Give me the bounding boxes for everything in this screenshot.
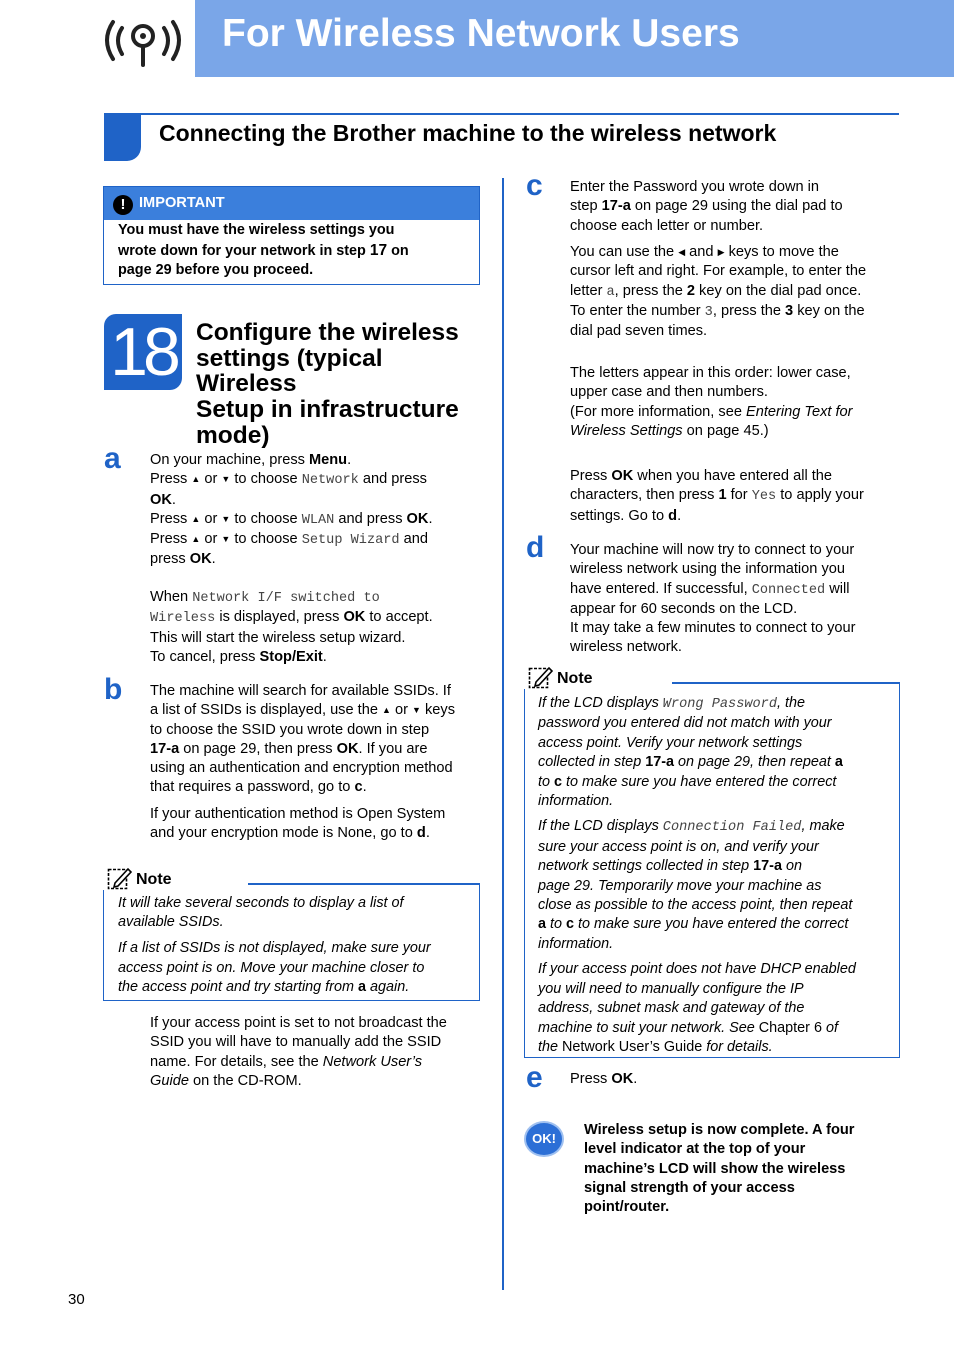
step-c-order-text: The letters appear in this order: lower case, upper case and then numbers. (For more information, see Entering Text for Wireless Settings on page 45.) bbox=[570, 365, 853, 439]
step-letter-e: e bbox=[526, 1061, 543, 1094]
ok-badge-icon: OK! bbox=[524, 1121, 564, 1157]
note-label: Note bbox=[557, 670, 593, 687]
step-letter-a: a bbox=[104, 442, 121, 475]
completion-text: Wireless setup is now complete. A four level indicator at the top of your machine’s LCD will show the wireless signal strength of your access point/router. bbox=[584, 1122, 855, 1216]
important-text: You must have the wireless settings you wrote down for your network in step 17 on page 29 before you proceed. bbox=[118, 222, 409, 279]
up-arrow-icon: ▲ bbox=[191, 534, 201, 545]
step-c-press-ok-text: Press OK when you have entered all the characters, then press 1 for Yes to apply your settings. Go to d. bbox=[570, 468, 864, 524]
note-pencil-icon bbox=[107, 866, 133, 890]
down-arrow-icon: ▼ bbox=[412, 705, 421, 716]
left-arrow-icon: ◀ bbox=[678, 247, 686, 257]
step-a-wizard-text: When Network I/F switched to Wireless is displayed, press OK to accept. This will start the wireless setup wizard. To cancel, press Stop/Exit. bbox=[150, 589, 433, 665]
exclamation-icon: ! bbox=[113, 195, 133, 215]
step-b-open-system-text: If your authentication method is Open System and your encryption mode is None, go to d. bbox=[150, 806, 446, 842]
note-rule-left bbox=[248, 883, 480, 885]
note-text-left: It will take several seconds to display a list of available SSIDs. If a list of SSIDs is not displayed, make sure your access point is on. Move your machine closer to the access point and try starting from a again. bbox=[118, 895, 431, 996]
up-arrow-icon: ▲ bbox=[382, 705, 391, 716]
right-arrow-icon: ▶ bbox=[717, 247, 725, 257]
step-b-text: The machine will search for available SSIDs. If a list of SSIDs is displayed, use the ▲ or ▼ keys to choose the SSID you wrote down in step 17-a on page 29, then press OK. If you are using an authentication and encryption method that requires a password, go to c. bbox=[150, 683, 455, 796]
important-label: IMPORTANT bbox=[139, 195, 225, 211]
step-c-cursor-text: You can use the ◀ and ▶ keys to move the cursor left and right. For example, to enter the letter a, press the 2 key on the dial pad once. To enter the number 3, press the 3 key on the dial pad seven times. bbox=[570, 244, 867, 340]
step-number-badge: 18 bbox=[104, 314, 182, 390]
column-divider bbox=[502, 178, 504, 1290]
important-header bbox=[104, 187, 479, 220]
wireless-logo-icon bbox=[100, 10, 188, 70]
step-e-text: Press OK. bbox=[570, 1071, 638, 1087]
section-rule bbox=[104, 113, 899, 115]
note-pencil-icon bbox=[528, 665, 554, 689]
step-title: Configure the wireless settings (typical Wireless Setup in infrastructure mode) bbox=[196, 319, 459, 449]
step-letter-b: b bbox=[104, 673, 123, 706]
note-text-right: If the LCD displays Wrong Password, the password you entered did not match with your access point. Verify your network settings collected in step 17-a on page 29, then repeat a to c to make sure you have entered the correct information. If the LCD displays Connection Failed, make sure your access point is on, and verify your network settings collected in step 17-a on page 29. Temporarily move your machine as close as possible to the access point, then repeat a to c to make sure you have entered the correct information. If your access point does not have DHCP enabled you will need to manually configure the IP address, subnet mask and gateway of the machine to suit your network. See Chapter 6 of the Network User’s Guide for details. bbox=[538, 695, 856, 1055]
note-label: Note bbox=[136, 871, 172, 888]
down-arrow-icon: ▼ bbox=[221, 474, 231, 485]
up-arrow-icon: ▲ bbox=[191, 474, 201, 485]
down-arrow-icon: ▼ bbox=[221, 534, 231, 545]
page-number: 30 bbox=[68, 1291, 85, 1308]
step-letter-d: d bbox=[526, 531, 545, 564]
step-b-broadcast-text: If your access point is set to not broadcast the SSID you will have to manually add the SSID name. For details, see the Network User’s Guide on the CD-ROM. bbox=[150, 1015, 447, 1089]
step-letter-c: c bbox=[526, 169, 543, 202]
section-title: Connecting the Brother machine to the wireless network bbox=[159, 120, 777, 146]
up-arrow-icon: ▲ bbox=[191, 513, 201, 524]
down-arrow-icon: ▼ bbox=[221, 513, 231, 524]
step-a-text: On your machine, press Menu. Press ▲ or ▼ to choose Network and press OK. Press ▲ or ▼ to choose WLAN and press OK. Press ▲ or ▼ to choose Setup Wizard and press OK. bbox=[150, 452, 433, 568]
step-c-text: Enter the Password you wrote down in step 17-a on page 29 using the dial pad to choose each letter or number. bbox=[570, 179, 843, 234]
page-header-title: For Wireless Network Users bbox=[222, 12, 740, 55]
section-tab bbox=[104, 113, 141, 161]
important-box bbox=[103, 186, 480, 285]
step-d-text: Your machine will now try to connect to your wireless network using the information you have entered. If successful, Connected will appear for 60 seconds on the LCD. It may take a few minutes to connect to your wireless network. bbox=[570, 542, 856, 656]
note-rule-right bbox=[672, 682, 900, 684]
